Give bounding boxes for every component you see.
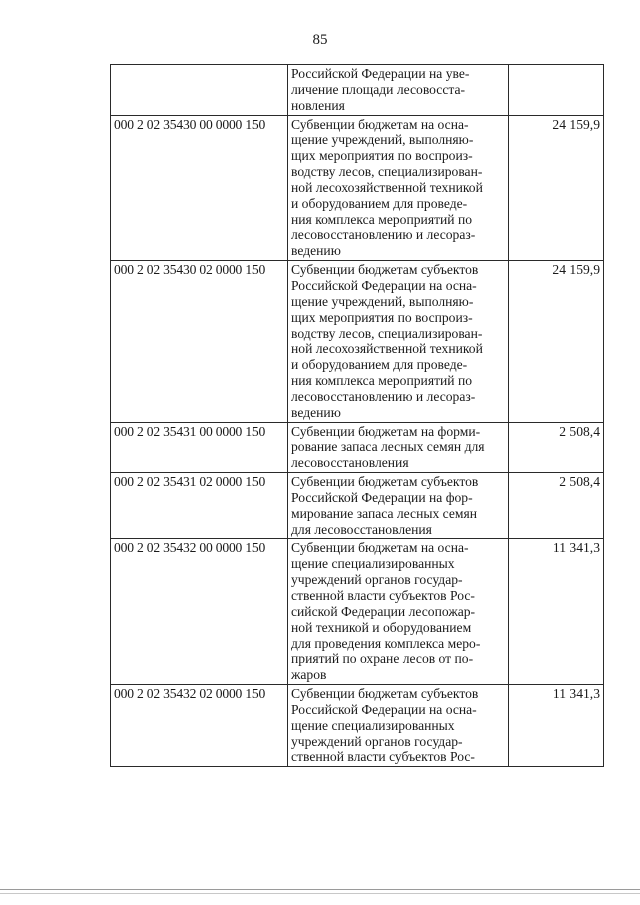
budget-code-cell: 000 2 02 35432 02 0000 150 bbox=[111, 685, 288, 767]
budget-code-cell: 000 2 02 35431 00 0000 150 bbox=[111, 422, 288, 473]
amount-cell: 24 159,9 bbox=[509, 115, 604, 261]
description-line: Субвенции бюджетам субъектов bbox=[291, 686, 479, 702]
description-line: Субвенции бюджетам на осна- bbox=[291, 116, 469, 132]
description-line: учреждений органов государ- bbox=[291, 733, 463, 749]
description-line: лесовосстановления bbox=[291, 455, 409, 471]
description-line: щение специализированных bbox=[291, 717, 455, 733]
description-line: щение учреждений, выполняю- bbox=[291, 293, 474, 309]
table-row bbox=[111, 65, 604, 116]
budget-code-cell: 000 2 02 35430 00 0000 150 bbox=[111, 115, 288, 261]
amount-cell: 2 508,4 bbox=[509, 422, 604, 473]
table-body bbox=[111, 65, 604, 767]
description-line: новления bbox=[291, 97, 345, 113]
table-row bbox=[111, 115, 604, 261]
scan-edge-line bbox=[0, 889, 640, 890]
description-line: Российской Федерации на осна- bbox=[291, 701, 477, 717]
description-line: ной лесохозяйственной техникой bbox=[291, 341, 483, 357]
description-line: для лесовосстановления bbox=[291, 521, 432, 537]
description-line: для проведения комплекса меро- bbox=[291, 635, 481, 651]
description-line: ведению bbox=[291, 243, 341, 259]
description-line: ния комплекса мероприятий по bbox=[291, 211, 473, 227]
description-cell bbox=[288, 65, 509, 116]
description-line: приятий по охране лесов от по- bbox=[291, 651, 474, 667]
description-line: и оборудованием для проведе- bbox=[291, 357, 468, 373]
budget-table bbox=[110, 64, 604, 767]
amount-cell bbox=[509, 65, 604, 116]
budget-code-cell bbox=[111, 65, 288, 116]
description-cell bbox=[288, 539, 509, 685]
description-line: сийской Федерации лесопожар- bbox=[291, 603, 476, 619]
description-line: лесовосстановлению и лесораз- bbox=[291, 227, 476, 243]
description-line: щих мероприятия по воспроиз- bbox=[291, 309, 473, 325]
description-line: мирование запаса лесных семян bbox=[291, 505, 478, 521]
description-line: Субвенции бюджетам субъектов bbox=[291, 262, 479, 278]
description-line: ственной власти субъектов Рос- bbox=[291, 749, 475, 765]
table-row bbox=[111, 261, 604, 422]
description-line: ния комплекса мероприятий по bbox=[291, 373, 473, 389]
description-line: лесовосстановлению и лесораз- bbox=[291, 388, 476, 404]
description-line: жаров bbox=[291, 667, 327, 683]
description-line: Субвенции бюджетам на форми- bbox=[291, 423, 481, 439]
description-line: Субвенции бюджетам на осна- bbox=[291, 540, 469, 556]
table-row bbox=[111, 685, 604, 767]
table-row bbox=[111, 473, 604, 539]
budget-code-cell: 000 2 02 35432 00 0000 150 bbox=[111, 539, 288, 685]
description-cell bbox=[288, 473, 509, 539]
description-line: Российской Федерации на фор- bbox=[291, 489, 473, 505]
table-row bbox=[111, 422, 604, 473]
budget-code-cell: 000 2 02 35430 02 0000 150 bbox=[111, 261, 288, 422]
description-line: водству лесов, специализирован- bbox=[291, 164, 483, 180]
page-number: 85 bbox=[312, 32, 328, 48]
description-cell bbox=[288, 115, 509, 261]
description-line: щение учреждений, выполняю- bbox=[291, 132, 474, 148]
description-cell bbox=[288, 261, 509, 422]
amount-cell: 11 341,3 bbox=[509, 685, 604, 767]
description-line: ведению bbox=[291, 404, 341, 420]
description-line: Российской Федерации на осна- bbox=[291, 277, 477, 293]
description-line: Российской Федерации на уве- bbox=[291, 66, 470, 81]
amount-cell: 2 508,4 bbox=[509, 473, 604, 539]
description-line: ной техникой и оборудованием bbox=[291, 619, 472, 635]
description-line: рование запаса лесных семян для bbox=[291, 439, 485, 455]
table-row bbox=[111, 539, 604, 685]
description-line: ной лесохозяйственной техникой bbox=[291, 179, 483, 195]
description-line: и оборудованием для проведе- bbox=[291, 195, 468, 211]
description-cell bbox=[288, 422, 509, 473]
description-cell bbox=[288, 685, 509, 767]
budget-code-cell: 000 2 02 35431 02 0000 150 bbox=[111, 473, 288, 539]
description-line: учреждений органов государ- bbox=[291, 572, 463, 588]
description-line: Субвенции бюджетам субъектов bbox=[291, 474, 479, 490]
amount-cell: 11 341,3 bbox=[509, 539, 604, 685]
description-line: щение специализированных bbox=[291, 556, 455, 572]
description-line: личение площади лесовосста- bbox=[291, 81, 466, 97]
description-line: ственной власти субъектов Рос- bbox=[291, 588, 475, 603]
amount-cell: 24 159,9 bbox=[509, 261, 604, 422]
description-line: водству лесов, специализирован- bbox=[291, 325, 483, 341]
description-line: щих мероприятия по воспроиз- bbox=[291, 148, 473, 164]
scan-edge-line bbox=[0, 893, 640, 894]
